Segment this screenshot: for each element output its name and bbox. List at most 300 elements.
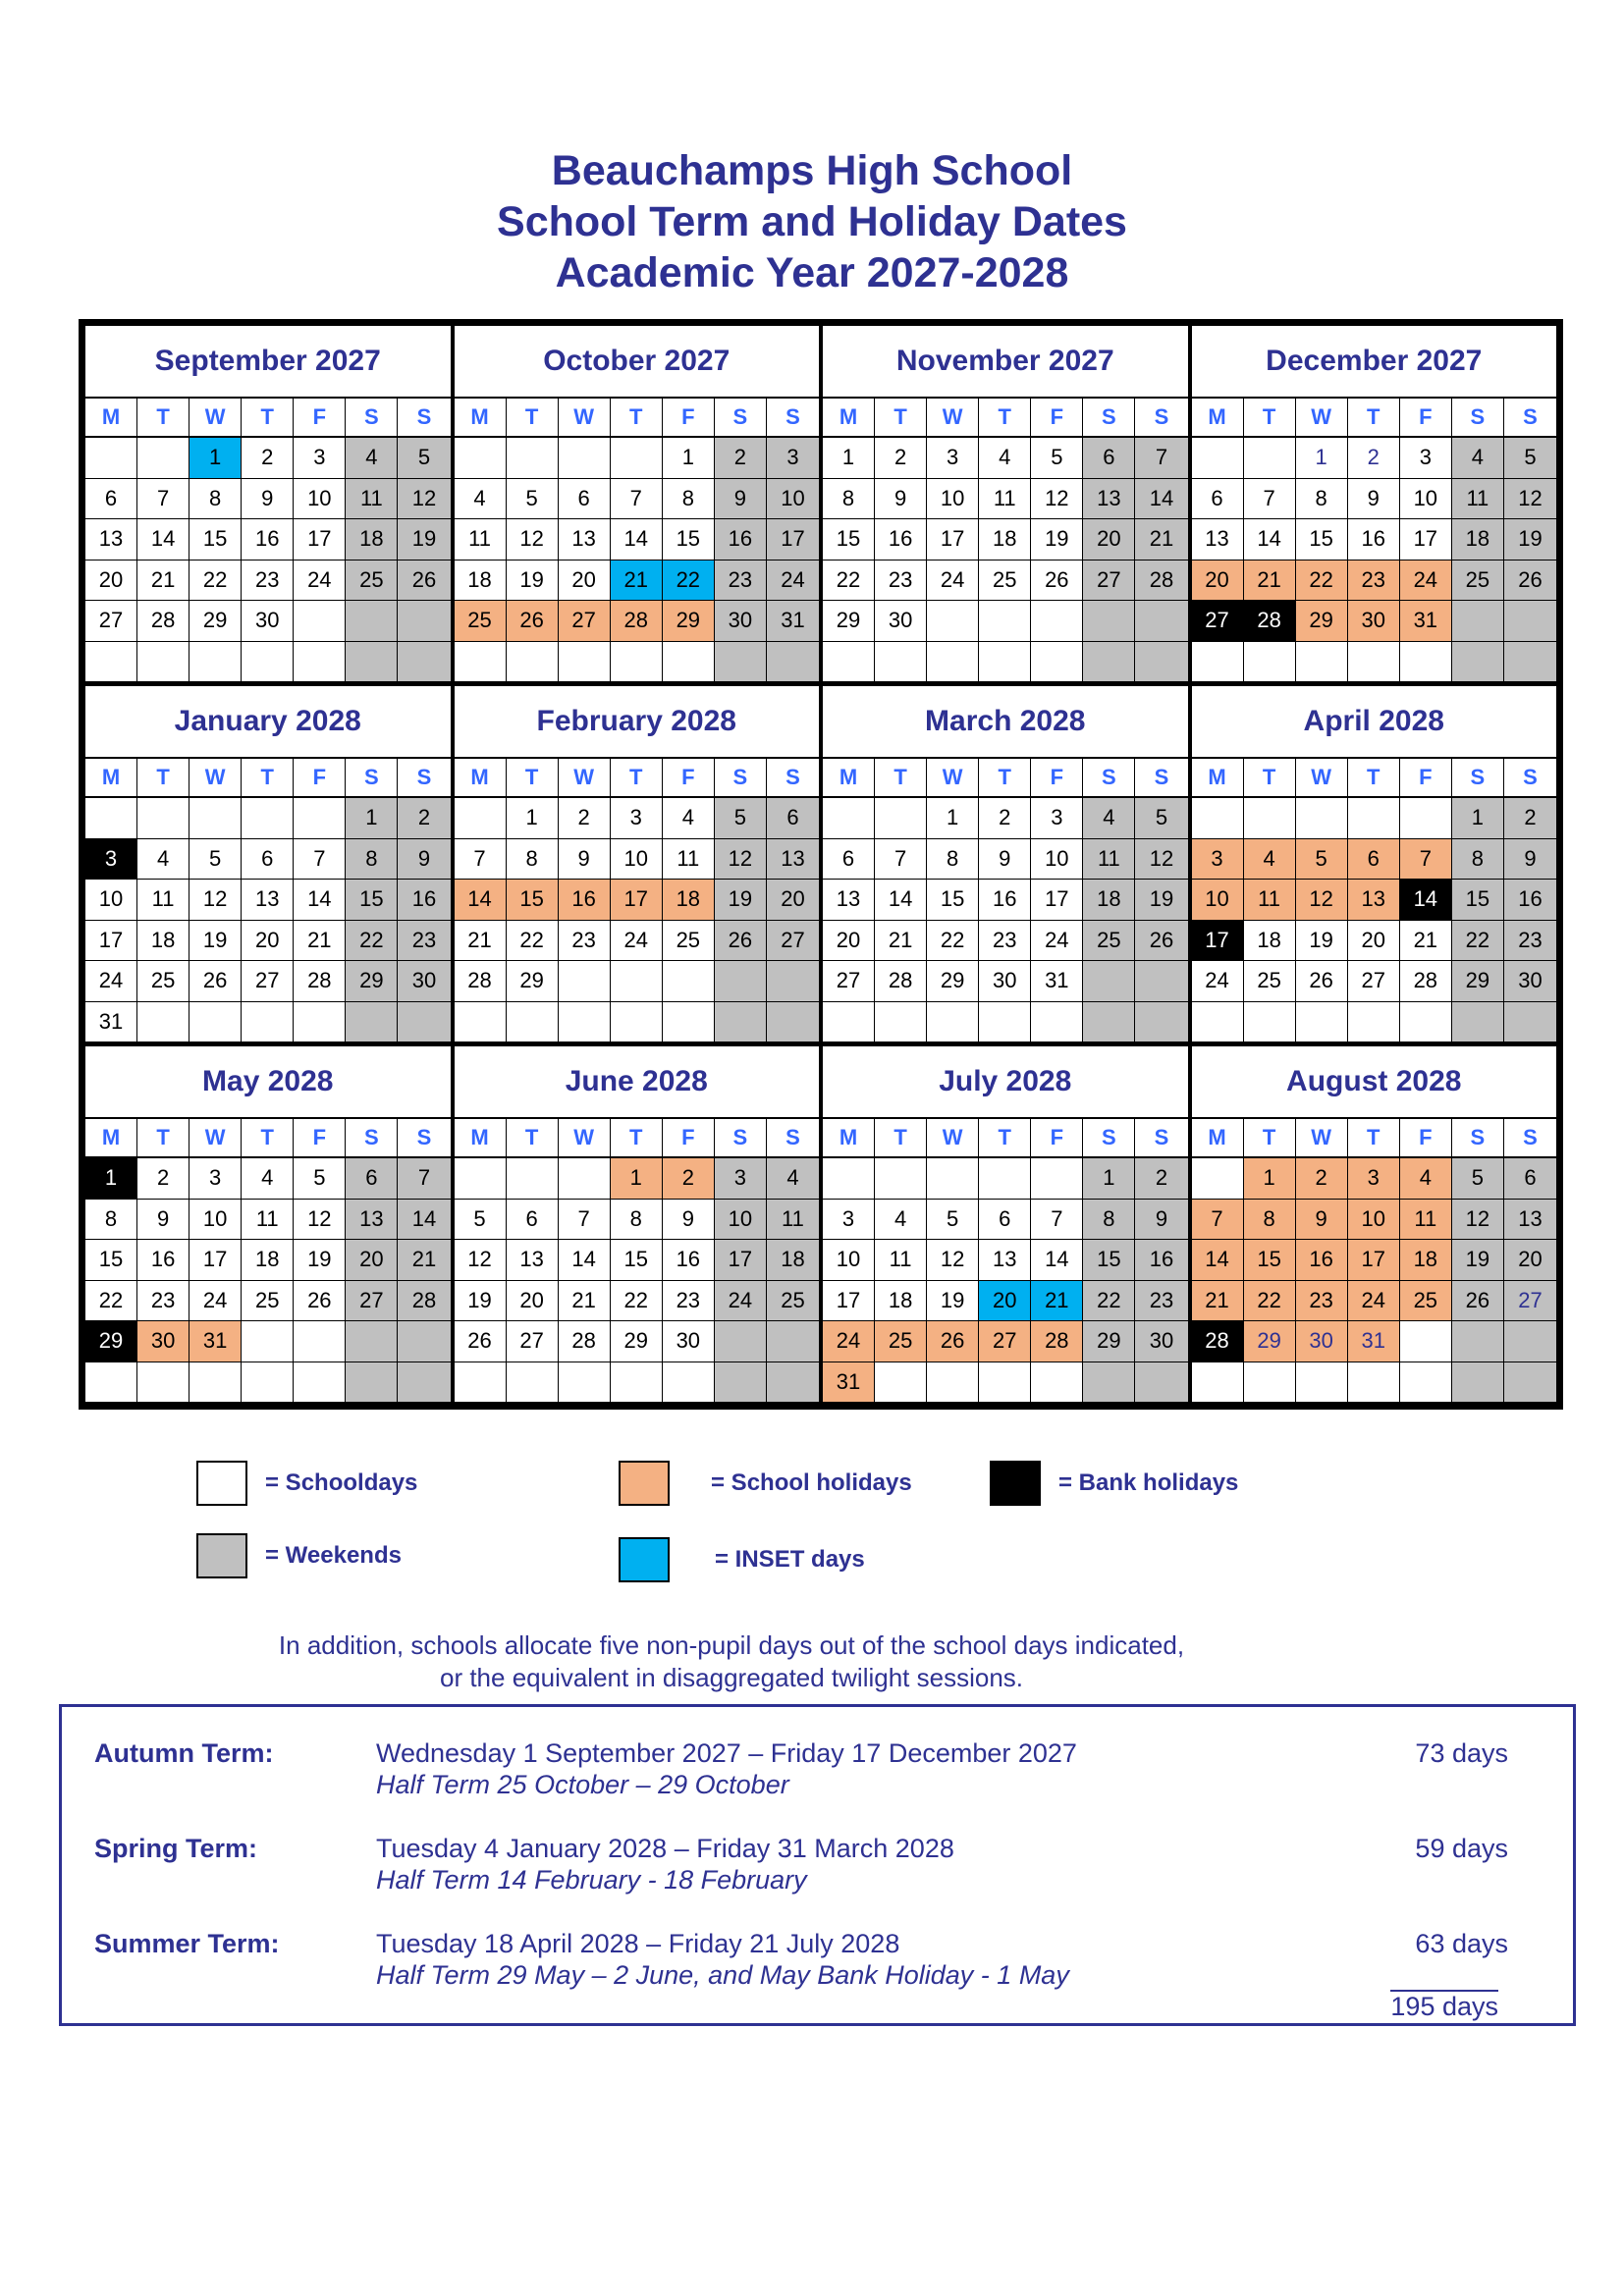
day-cell: 12	[189, 880, 242, 921]
empty-day-cell	[1348, 1362, 1400, 1404]
day-cell: 15	[927, 880, 979, 921]
day-cell: 3	[715, 1158, 767, 1200]
empty-day-cell	[1452, 601, 1504, 642]
month-days-grid	[1192, 399, 1557, 682]
day-cell: 1	[507, 798, 559, 839]
empty-day-cell	[979, 1158, 1031, 1200]
day-cell: 29	[1083, 1321, 1135, 1362]
day-cell: 14	[1135, 479, 1187, 520]
weekday-header: T	[242, 759, 294, 798]
day-cell: 29	[346, 961, 398, 1002]
day-cell: 16	[1135, 1240, 1187, 1281]
day-cell: 20	[979, 1281, 1031, 1322]
day-cell: 25	[1452, 561, 1504, 602]
day-cell: 5	[398, 438, 450, 479]
weekday-header: S	[767, 1119, 819, 1158]
day-cell: 28	[455, 961, 507, 1002]
day-cell: 16	[1348, 519, 1400, 561]
day-cell: 18	[1400, 1240, 1452, 1281]
empty-day-cell	[294, 642, 346, 683]
empty-day-cell	[1244, 1002, 1296, 1043]
day-cell: 26	[1452, 1281, 1504, 1322]
empty-day-cell	[1083, 1362, 1135, 1404]
legend-inset-days	[619, 1537, 865, 1582]
month-days-grid	[823, 399, 1188, 682]
day-cell: 29	[1244, 1321, 1296, 1362]
term-dates: Wednesday 1 September 2027 – Friday 17 December 2027	[376, 1738, 1077, 1768]
day-cell: 8	[1083, 1200, 1135, 1241]
day-cell: 11	[242, 1200, 294, 1241]
empty-day-cell	[242, 798, 294, 839]
day-cell: 11	[1452, 479, 1504, 520]
empty-day-cell	[663, 1002, 715, 1043]
day-cell: 20	[85, 561, 137, 602]
day-cell: 13	[85, 519, 137, 561]
empty-day-cell	[663, 961, 715, 1002]
day-cell: 27	[1348, 961, 1400, 1002]
empty-day-cell	[1244, 1362, 1296, 1404]
day-cell: 23	[1504, 921, 1556, 962]
day-cell: 2	[1135, 1158, 1187, 1200]
day-cell: 9	[715, 479, 767, 520]
day-cell: 24	[767, 561, 819, 602]
day-cell: 6	[1192, 479, 1244, 520]
day-cell: 2	[663, 1158, 715, 1200]
day-cell: 22	[663, 561, 715, 602]
day-cell: 1	[823, 438, 875, 479]
day-cell: 15	[1083, 1240, 1135, 1281]
day-cell: 26	[715, 921, 767, 962]
day-cell: 19	[1031, 519, 1083, 561]
day-cell: 27	[1192, 601, 1244, 642]
empty-day-cell	[294, 1002, 346, 1043]
day-cell: 9	[875, 479, 927, 520]
day-cell: 17	[715, 1240, 767, 1281]
day-cell: 4	[137, 839, 189, 881]
day-cell: 28	[559, 1321, 611, 1362]
day-cell: 30	[979, 961, 1031, 1002]
term-days-count: 63 days	[1415, 1929, 1508, 1958]
day-cell: 13	[1348, 880, 1400, 921]
day-cell: 22	[189, 561, 242, 602]
day-cell: 24	[85, 961, 137, 1002]
day-cell: 10	[1192, 880, 1244, 921]
day-cell: 8	[1296, 479, 1348, 520]
day-cell: 26	[1135, 921, 1187, 962]
day-cell: 22	[346, 921, 398, 962]
day-cell: 3	[1192, 839, 1244, 881]
weekday-header: W	[189, 759, 242, 798]
day-cell: 20	[1083, 519, 1135, 561]
day-cell: 12	[398, 479, 450, 520]
empty-day-cell	[1452, 1362, 1504, 1404]
term-dates: Tuesday 18 April 2028 – Friday 21 July 2028	[376, 1929, 900, 1958]
day-cell: 6	[1348, 839, 1400, 881]
day-cell: 21	[875, 921, 927, 962]
day-cell: 7	[137, 479, 189, 520]
empty-day-cell	[715, 1002, 767, 1043]
empty-day-cell	[1504, 1002, 1556, 1043]
day-cell: 3	[927, 438, 979, 479]
day-cell: 10	[1348, 1200, 1400, 1241]
day-cell: 23	[715, 561, 767, 602]
month-days-grid	[823, 1119, 1188, 1403]
day-cell: 7	[1244, 479, 1296, 520]
day-cell: 14	[1400, 880, 1452, 921]
day-cell: 30	[137, 1321, 189, 1362]
empty-day-cell	[559, 1362, 611, 1404]
day-cell: 8	[663, 479, 715, 520]
page-title	[0, 145, 1624, 298]
empty-day-cell	[823, 798, 875, 839]
empty-day-cell	[346, 601, 398, 642]
weekday-header: T	[1244, 1119, 1296, 1158]
empty-day-cell	[1244, 642, 1296, 683]
term-half-term: Half Term 29 May – 2 June, and May Bank Holiday - 1 May	[376, 1960, 1069, 1990]
day-cell: 1	[85, 1158, 137, 1200]
day-cell: 11	[1244, 880, 1296, 921]
day-cell: 19	[1135, 880, 1187, 921]
day-cell: 20	[346, 1240, 398, 1281]
weekday-header: T	[875, 399, 927, 438]
day-cell: 14	[294, 880, 346, 921]
weekday-header: S	[346, 759, 398, 798]
empty-day-cell	[455, 438, 507, 479]
day-cell: 20	[559, 561, 611, 602]
empty-day-cell	[559, 1158, 611, 1200]
empty-day-cell	[715, 642, 767, 683]
day-cell: 8	[927, 839, 979, 881]
empty-day-cell	[823, 642, 875, 683]
day-cell: 24	[927, 561, 979, 602]
day-cell: 18	[875, 1281, 927, 1322]
day-cell: 9	[1504, 839, 1556, 881]
day-cell: 17	[1348, 1240, 1400, 1281]
month-june-2028	[453, 1044, 822, 1405]
day-cell: 28	[294, 961, 346, 1002]
weekday-header: S	[1452, 759, 1504, 798]
day-cell: 8	[1244, 1200, 1296, 1241]
weekday-header: T	[611, 759, 663, 798]
month-days-grid	[455, 1119, 820, 1403]
weekday-header: M	[823, 399, 875, 438]
day-cell: 15	[85, 1240, 137, 1281]
weekday-header: T	[507, 1119, 559, 1158]
day-cell: 15	[611, 1240, 663, 1281]
weekday-header: S	[398, 759, 450, 798]
day-cell: 16	[137, 1240, 189, 1281]
day-cell: 15	[823, 519, 875, 561]
day-cell: 2	[715, 438, 767, 479]
day-cell: 23	[663, 1281, 715, 1322]
empty-day-cell	[398, 1002, 450, 1043]
day-cell: 5	[455, 1200, 507, 1241]
empty-day-cell	[611, 438, 663, 479]
day-cell: 31	[1348, 1321, 1400, 1362]
empty-day-cell	[1135, 601, 1187, 642]
month-august-2028	[1190, 1044, 1559, 1405]
empty-day-cell	[85, 438, 137, 479]
day-cell: 5	[927, 1200, 979, 1241]
empty-day-cell	[715, 1321, 767, 1362]
empty-day-cell	[1400, 1002, 1452, 1043]
day-cell: 25	[242, 1281, 294, 1322]
day-cell: 21	[559, 1281, 611, 1322]
day-cell: 8	[823, 479, 875, 520]
empty-day-cell	[1504, 1321, 1556, 1362]
day-cell: 17	[823, 1281, 875, 1322]
day-cell: 12	[507, 519, 559, 561]
month-days-grid	[455, 759, 820, 1042]
empty-day-cell	[979, 601, 1031, 642]
day-cell: 24	[1400, 561, 1452, 602]
day-cell: 3	[85, 839, 137, 881]
day-cell: 3	[611, 798, 663, 839]
day-cell: 16	[1296, 1240, 1348, 1281]
day-cell: 16	[663, 1240, 715, 1281]
weekday-header: T	[979, 399, 1031, 438]
empty-day-cell	[507, 1002, 559, 1043]
empty-day-cell	[1031, 1362, 1083, 1404]
day-cell: 28	[137, 601, 189, 642]
term-half-term: Half Term 25 October – 29 October	[376, 1770, 789, 1799]
day-cell: 27	[85, 601, 137, 642]
empty-day-cell	[715, 961, 767, 1002]
empty-day-cell	[507, 1158, 559, 1200]
month-title: June 2028	[455, 1046, 820, 1119]
day-cell: 23	[137, 1281, 189, 1322]
month-days-grid	[85, 1119, 451, 1403]
day-cell: 14	[611, 519, 663, 561]
day-cell: 11	[346, 479, 398, 520]
weekday-header: M	[455, 759, 507, 798]
weekday-header: S	[1504, 759, 1556, 798]
day-cell: 14	[455, 880, 507, 921]
empty-day-cell	[927, 642, 979, 683]
weekday-header: S	[715, 1119, 767, 1158]
weekday-header: W	[559, 399, 611, 438]
day-cell: 26	[189, 961, 242, 1002]
empty-day-cell	[455, 642, 507, 683]
day-cell: 1	[1296, 438, 1348, 479]
day-cell: 7	[1400, 839, 1452, 881]
day-cell: 15	[1452, 880, 1504, 921]
day-cell: 1	[1452, 798, 1504, 839]
weekday-header: W	[927, 399, 979, 438]
empty-day-cell	[767, 961, 819, 1002]
day-cell: 18	[979, 519, 1031, 561]
day-cell: 10	[927, 479, 979, 520]
empty-day-cell	[927, 1158, 979, 1200]
empty-day-cell	[455, 1362, 507, 1404]
day-cell: 16	[979, 880, 1031, 921]
empty-day-cell	[1296, 642, 1348, 683]
empty-day-cell	[507, 642, 559, 683]
month-november-2027	[821, 324, 1190, 684]
day-cell: 19	[294, 1240, 346, 1281]
term-dates: Tuesday 4 January 2028 – Friday 31 March 2028	[376, 1834, 954, 1863]
day-cell: 21	[1031, 1281, 1083, 1322]
day-cell: 31	[767, 601, 819, 642]
empty-day-cell	[611, 1362, 663, 1404]
day-cell: 4	[242, 1158, 294, 1200]
day-cell: 16	[398, 880, 450, 921]
term-name: Spring Term:	[94, 1834, 258, 1863]
empty-day-cell	[823, 1002, 875, 1043]
day-cell: 9	[1296, 1200, 1348, 1241]
day-cell: 3	[1400, 438, 1452, 479]
day-cell: 20	[507, 1281, 559, 1322]
day-cell: 3	[823, 1200, 875, 1241]
day-cell: 29	[189, 601, 242, 642]
day-cell: 1	[189, 438, 242, 479]
weekday-header: F	[663, 399, 715, 438]
day-cell: 12	[1031, 479, 1083, 520]
empty-day-cell	[979, 1362, 1031, 1404]
day-cell: 3	[189, 1158, 242, 1200]
legend-weekends	[196, 1533, 402, 1578]
day-cell: 16	[1504, 880, 1556, 921]
term-name: Summer Term:	[94, 1929, 280, 1958]
day-cell: 22	[611, 1281, 663, 1322]
weekday-header: T	[242, 1119, 294, 1158]
day-cell: 1	[927, 798, 979, 839]
day-cell: 8	[189, 479, 242, 520]
note-line-2: or the equivalent in disaggregated twilight sessions.	[439, 1663, 1024, 1692]
empty-day-cell	[507, 438, 559, 479]
weekday-header: F	[1400, 1119, 1452, 1158]
day-cell: 5	[1504, 438, 1556, 479]
day-cell: 5	[294, 1158, 346, 1200]
day-cell: 19	[189, 921, 242, 962]
day-cell: 30	[1296, 1321, 1348, 1362]
month-title: April 2028	[1192, 686, 1557, 759]
day-cell: 22	[927, 921, 979, 962]
day-cell: 29	[85, 1321, 137, 1362]
day-cell: 7	[1031, 1200, 1083, 1241]
day-cell: 6	[823, 839, 875, 881]
day-cell: 21	[611, 561, 663, 602]
day-cell: 12	[294, 1200, 346, 1241]
day-cell: 31	[189, 1321, 242, 1362]
empty-day-cell	[398, 1321, 450, 1362]
day-cell: 20	[242, 921, 294, 962]
day-cell: 9	[559, 839, 611, 881]
day-cell: 25	[1400, 1281, 1452, 1322]
terms-summary-box	[59, 1704, 1576, 2026]
day-cell: 26	[1504, 561, 1556, 602]
empty-day-cell	[294, 1321, 346, 1362]
day-cell: 17	[1400, 519, 1452, 561]
empty-day-cell	[1296, 1362, 1348, 1404]
empty-day-cell	[294, 798, 346, 839]
empty-day-cell	[823, 1158, 875, 1200]
weekday-header: F	[1400, 759, 1452, 798]
day-cell: 20	[1504, 1240, 1556, 1281]
day-cell: 31	[1400, 601, 1452, 642]
day-cell: 18	[663, 880, 715, 921]
day-cell: 28	[1192, 1321, 1244, 1362]
day-cell: 21	[455, 921, 507, 962]
empty-day-cell	[85, 798, 137, 839]
empty-day-cell	[455, 1002, 507, 1043]
day-cell: 15	[1244, 1240, 1296, 1281]
empty-day-cell	[611, 961, 663, 1002]
weekday-header: S	[1504, 1119, 1556, 1158]
day-cell: 30	[242, 601, 294, 642]
day-cell: 20	[767, 880, 819, 921]
empty-day-cell	[1192, 1158, 1244, 1200]
month-title: October 2027	[455, 326, 820, 399]
weekday-header: S	[1135, 759, 1187, 798]
day-cell: 25	[979, 561, 1031, 602]
day-cell: 24	[1031, 921, 1083, 962]
day-cell: 27	[559, 601, 611, 642]
day-cell: 30	[663, 1321, 715, 1362]
empty-day-cell	[1296, 798, 1348, 839]
day-cell: 17	[1192, 921, 1244, 962]
calendar-grid	[79, 319, 1563, 1410]
day-cell: 20	[1348, 921, 1400, 962]
day-cell: 6	[1504, 1158, 1556, 1200]
day-cell: 7	[1192, 1200, 1244, 1241]
day-cell: 4	[1452, 438, 1504, 479]
day-cell: 31	[85, 1002, 137, 1043]
day-cell: 29	[823, 601, 875, 642]
month-title: May 2028	[85, 1046, 451, 1119]
weekday-header: T	[1244, 399, 1296, 438]
day-cell: 24	[294, 561, 346, 602]
day-cell: 24	[1192, 961, 1244, 1002]
day-cell: 30	[1348, 601, 1400, 642]
weekday-header: M	[85, 1119, 137, 1158]
weekday-header: T	[875, 759, 927, 798]
weekday-header: F	[294, 399, 346, 438]
weekday-header: S	[767, 399, 819, 438]
day-cell: 30	[1135, 1321, 1187, 1362]
day-cell: 9	[398, 839, 450, 881]
empty-day-cell	[767, 1321, 819, 1362]
weekday-header: S	[346, 399, 398, 438]
day-cell: 5	[189, 839, 242, 881]
weekday-header: F	[1031, 759, 1083, 798]
weekday-header: T	[611, 1119, 663, 1158]
day-cell: 2	[242, 438, 294, 479]
legend-label-inset-days: = INSET days	[715, 1546, 865, 1573]
day-cell: 14	[875, 880, 927, 921]
day-cell: 7	[294, 839, 346, 881]
weekday-header: T	[137, 1119, 189, 1158]
empty-day-cell	[85, 642, 137, 683]
day-cell: 1	[346, 798, 398, 839]
weekday-header: W	[1296, 1119, 1348, 1158]
weekday-header: S	[1083, 399, 1135, 438]
day-cell: 6	[559, 479, 611, 520]
day-cell: 11	[1083, 839, 1135, 881]
day-cell: 25	[346, 561, 398, 602]
empty-day-cell	[559, 438, 611, 479]
legend-swatch-schooldays	[196, 1461, 247, 1506]
day-cell: 28	[1031, 1321, 1083, 1362]
empty-day-cell	[294, 1362, 346, 1404]
day-cell: 18	[346, 519, 398, 561]
day-cell: 21	[137, 561, 189, 602]
day-cell: 13	[767, 839, 819, 881]
weekday-header: F	[663, 759, 715, 798]
empty-day-cell	[1135, 1362, 1187, 1404]
weekday-header: S	[715, 759, 767, 798]
day-cell: 14	[1031, 1240, 1083, 1281]
